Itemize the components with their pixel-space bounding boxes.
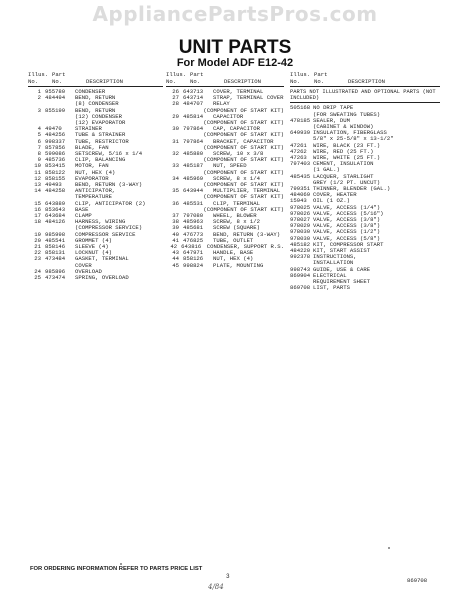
- illus-number: 40: [172, 230, 179, 238]
- part-description: OVERLOAD: [75, 267, 102, 275]
- column-header: [290, 72, 440, 87]
- part-description: HANDLE, BASE: [213, 249, 254, 257]
- part-description: (COMPONENT OF START KIT): [203, 119, 284, 127]
- part-number: 485541: [45, 236, 66, 244]
- part-number: 15943: [290, 197, 307, 205]
- part-number: 643714: [183, 94, 204, 102]
- part-number: 799351: [290, 185, 311, 193]
- illus-number: 22: [34, 249, 41, 257]
- illus-number: 20: [34, 236, 41, 244]
- page-number: 3: [226, 573, 230, 580]
- illus-label: Illus.: [166, 71, 187, 78]
- part-number: 599086: [45, 150, 66, 158]
- part-number: 478185: [290, 116, 311, 124]
- part-description: CLIP, ANTICIPATOR (2): [75, 199, 146, 207]
- parts-column-1: [28, 72, 163, 281]
- part-description: (COMPONENT OF START KIT): [203, 205, 284, 213]
- part-description: CEMENT, INSULATION: [313, 160, 374, 168]
- part-description: (COMPONENT OF START KIT): [203, 106, 284, 114]
- part-number: 484069: [290, 191, 311, 199]
- part-description: SETSCREW, 5/16 x 1/4: [75, 150, 143, 158]
- part-description: TUBE, OUTLET: [213, 236, 254, 244]
- illus-number: 15: [34, 199, 41, 207]
- part-description: (COMPRESSOR SERVICE): [75, 224, 143, 232]
- illus-number: 36: [172, 199, 179, 207]
- part-description: VALVE, ACCESS (3/8"): [313, 222, 381, 230]
- part-description: (FOR SWEATING TUBES): [313, 110, 381, 118]
- part-number: 797403: [290, 160, 311, 168]
- part-description: BEND, RETURN (3-WAY): [213, 230, 281, 238]
- part-number: 853415: [45, 162, 66, 170]
- illus-number: 28: [172, 100, 179, 108]
- part-number: 485969: [183, 174, 204, 182]
- illus-number: 39: [172, 224, 179, 232]
- handwritten-note: 4/84: [208, 583, 224, 591]
- column-header: [28, 72, 163, 87]
- part-description: HARNESS, WIRING: [75, 218, 126, 226]
- illus-label: Illus.: [28, 71, 49, 78]
- part-number: 484256: [45, 131, 66, 139]
- part-description: TEMPERATURE: [75, 193, 112, 201]
- part-description: BRACKET, CAPACITOR: [213, 137, 274, 145]
- illus-number: 17: [34, 212, 41, 220]
- part-description: (CABINET & WINDOW): [313, 123, 374, 131]
- part-description: SLEEVE (4): [75, 243, 109, 251]
- part-number: 485531: [183, 199, 204, 207]
- part-description: BEND, RETURN (3-WAY): [75, 181, 143, 189]
- illus-number: 35: [172, 187, 179, 195]
- part-description: WHEEL, BLOWER: [213, 212, 257, 220]
- part-number: 476773: [183, 230, 204, 238]
- no-label: No.: [166, 77, 177, 85]
- part-number: 485736: [45, 156, 66, 164]
- part-number: 978030: [290, 234, 311, 242]
- part-description: CONDENSER: [75, 88, 106, 95]
- description-label: DESCRIPTION: [86, 77, 123, 85]
- parts-column-2: [166, 72, 284, 269]
- site-watermark: AppliancePartsPros.com: [92, 2, 378, 26]
- part-description: 5/8" x 25-5/8" x 13-1/2": [313, 135, 394, 143]
- parts-list: [290, 105, 440, 291]
- part-number: 505168: [290, 104, 311, 112]
- part-description: KIT, START ASSIST: [313, 247, 371, 255]
- part-number: 858126: [183, 255, 204, 263]
- description-label: DESCRIPTION: [348, 77, 385, 85]
- part-description: (12) CONDENSER: [75, 112, 122, 120]
- part-description: (8) CONDENSER: [75, 100, 119, 108]
- part-description: KIT, COMPRESSOR START: [313, 240, 384, 248]
- part-description: COVER: [75, 261, 92, 269]
- part-number: 978027: [290, 216, 311, 224]
- part-description: CAPACITOR: [213, 112, 244, 120]
- part-description: MULTIPLIER, TERMINAL: [213, 187, 281, 195]
- part-description: (COMPONENT OF START KIT): [203, 131, 284, 139]
- not-illustrated-note: PARTS NOT ILLUSTRATED AND OPTIONAL PARTS (NOT INCLUDED): [290, 89, 440, 103]
- part-number: 869708: [290, 284, 311, 292]
- part-description: CLAMP: [75, 212, 92, 220]
- part-description: CAP, CAPACITOR: [213, 125, 260, 133]
- scan-speck: [120, 563, 122, 565]
- part-description: INSULATION, FIBERGLASS: [313, 129, 387, 137]
- illus-number: 18: [34, 218, 41, 226]
- part-description: SCREW (SQUARE): [213, 224, 260, 232]
- part-description: MOTOR, FAN: [75, 162, 109, 170]
- part-number: 484258: [45, 187, 66, 195]
- part-description: LIST, PARTS: [313, 284, 350, 292]
- part-description: WIRE, BLACK (23 FT.): [313, 141, 381, 149]
- part-number: 485814: [183, 112, 204, 120]
- illus-number: 44: [172, 255, 179, 263]
- part-number: 485187: [183, 162, 204, 170]
- illus-number: 8: [37, 150, 41, 158]
- part-description: COVER, TERMINAL: [213, 88, 264, 95]
- part-number: 485182: [290, 240, 311, 248]
- part-number: 49493: [45, 181, 62, 189]
- part-description: PLATE, MOUNTING: [213, 261, 264, 269]
- part-description: ANTICIPATOR,: [75, 187, 116, 195]
- part-number: 853643: [45, 205, 66, 213]
- no-label: No.: [290, 77, 301, 85]
- part-number: 857856: [45, 143, 66, 151]
- part-description: VALVE, ACCESS (5/16"): [313, 209, 384, 217]
- part-description: NUT, SPEED: [213, 162, 247, 170]
- illus-number: 19: [34, 230, 41, 238]
- illus-number: 26: [172, 88, 179, 95]
- illus-number: 42: [170, 243, 178, 251]
- illus-number: 29: [172, 112, 179, 120]
- part-number: 978029: [290, 222, 311, 230]
- scan-speck: [388, 547, 390, 549]
- illus-number: 21: [34, 243, 41, 251]
- part-description: SCREW, 8 x 1/4: [213, 174, 260, 182]
- part-number: 473474: [45, 274, 66, 282]
- part-number: 643944: [183, 187, 204, 195]
- part-number: 985998: [45, 230, 66, 238]
- illus-number: 2: [37, 94, 41, 102]
- part-label: Part: [190, 71, 204, 78]
- illus-number: 9: [37, 156, 41, 164]
- part-no-label: No.: [52, 77, 63, 85]
- illus-number: 12: [34, 174, 41, 182]
- illus-number: 41: [172, 236, 179, 244]
- parts-list: [166, 89, 284, 269]
- part-description: NUT, HEX (4): [213, 255, 254, 263]
- part-description: CLIP, TERMINAL: [213, 199, 260, 207]
- part-number: 797864: [183, 125, 204, 133]
- part-number: 978026: [290, 209, 311, 217]
- part-number: 649939: [290, 129, 311, 137]
- part-number: 484126: [45, 218, 66, 226]
- list-item: [166, 263, 284, 269]
- part-description: NO DRIP TAPE: [313, 104, 354, 112]
- part-description: GUIDE, USE & CARE: [313, 265, 371, 273]
- model-subtitle: For Model ADF E12-42: [176, 57, 294, 69]
- part-number: 985896: [45, 267, 66, 275]
- part-description: SCREW, 8 x 1/2: [213, 218, 260, 226]
- part-number: 998337: [45, 137, 66, 145]
- illus-number: 30: [172, 125, 179, 133]
- part-number: 998743: [290, 265, 311, 273]
- part-number: 47263: [290, 154, 307, 162]
- list-item: [28, 275, 163, 281]
- part-number: 473484: [45, 255, 66, 263]
- part-description: GASKET, TERMINAL: [75, 255, 129, 263]
- part-description: BASE: [75, 205, 89, 213]
- illus-number: 27: [172, 94, 179, 102]
- part-number: 869904: [290, 271, 311, 279]
- part-description: VALVE, ACCESS (3/8"): [313, 216, 381, 224]
- part-number: 643684: [45, 212, 66, 220]
- illus-number: 32: [172, 150, 179, 158]
- illus-number: 7: [37, 143, 41, 151]
- list-item: [290, 285, 440, 291]
- illus-number: 14: [34, 187, 41, 195]
- ordering-note: FOR ORDERING INFORMATION REFER TO PARTS PRICE LIST: [30, 566, 203, 572]
- illus-number: 1: [37, 88, 41, 95]
- part-number: 858155: [45, 174, 66, 182]
- part-number: 484494: [45, 94, 66, 102]
- part-description: ELECTRICAL: [313, 271, 347, 279]
- illus-number: 33: [172, 162, 179, 170]
- part-description: BEND, RETURN: [75, 106, 116, 114]
- part-number: 858122: [45, 168, 66, 176]
- no-label: No.: [28, 77, 39, 85]
- part-description: COMPRESSOR SERVICE: [75, 230, 136, 238]
- part-description: VALVE, ACCESS (1/2"): [313, 228, 381, 236]
- part-number: 484707: [183, 100, 204, 108]
- part-number: 484220: [290, 247, 311, 255]
- part-number: 855199: [45, 106, 66, 114]
- part-description: TUBE & STRAINER: [75, 131, 126, 139]
- part-description: EVAPORATOR: [75, 174, 109, 182]
- part-number: 47261: [290, 141, 307, 149]
- part-description: STRAINER: [75, 125, 102, 133]
- illus-number: 25: [34, 274, 41, 282]
- part-description: CONDENSER, SUPPORT R.S.: [206, 243, 284, 251]
- part-description: (COMPONENT OF START KIT): [203, 143, 284, 151]
- part-description: OIL (1 OZ.): [313, 197, 350, 205]
- illus-number: 37: [172, 212, 179, 220]
- part-description: (12) EVAPORATOR: [75, 119, 126, 127]
- column-header: [166, 72, 284, 87]
- parts-list: [28, 89, 163, 281]
- parts-column-3: [290, 72, 440, 292]
- illus-number: 24: [34, 267, 41, 275]
- part-description: (1 GAL.): [313, 166, 340, 174]
- illus-number: 16: [34, 205, 41, 213]
- part-description: INSTALLATION: [313, 259, 354, 267]
- part-description: WIRE, RED (25 FT.): [313, 147, 374, 155]
- illus-number: 5: [37, 131, 41, 139]
- part-number: 998824: [183, 261, 204, 269]
- part-no-label: No.: [190, 77, 201, 85]
- part-number: 485880: [183, 150, 204, 158]
- part-description: (COMPONENT OF START KIT): [203, 156, 284, 164]
- part-number: 978025: [290, 203, 311, 211]
- part-label: Part: [314, 71, 328, 78]
- illus-number: 13: [34, 181, 41, 189]
- illus-label: Illus.: [290, 71, 311, 78]
- illus-number: 11: [34, 168, 41, 176]
- part-description: LACQUER, STARLIGHT: [313, 172, 374, 180]
- illus-number: 34: [172, 174, 179, 182]
- part-description: COVER, HEATER: [313, 191, 357, 199]
- part-description: SPRING, OVERLOAD: [75, 274, 129, 282]
- part-description: VALVE, ACCESS (5/8"): [313, 234, 381, 242]
- illus-number: 38: [172, 218, 179, 226]
- part-description: GREY (1/2 PT. UNCUT): [313, 178, 381, 186]
- part-number: 643713: [183, 88, 204, 95]
- part-description: WIRE, WHITE (25 FT.): [313, 154, 381, 162]
- illus-number: 10: [34, 162, 41, 170]
- part-description: VALVE, ACCESS (1/4"): [313, 203, 381, 211]
- illus-number: 43: [172, 249, 179, 257]
- part-description: STRAP, TERMINAL COVER: [213, 94, 284, 102]
- part-description: (COMPONENT OF START KIT): [203, 193, 284, 201]
- part-number: 797864: [183, 137, 204, 145]
- part-description: NUT, HEX (4): [75, 168, 116, 176]
- part-number: 49470: [45, 125, 62, 133]
- part-number: 643889: [45, 199, 66, 207]
- part-number: 992378: [290, 253, 311, 261]
- part-label: Part: [52, 71, 66, 78]
- part-description: GROMMET (4): [75, 236, 112, 244]
- part-description: BLADE, FAN: [75, 143, 109, 151]
- part-description: SCREW, 10 x 3/8: [213, 150, 264, 158]
- illus-number: 31: [172, 137, 179, 145]
- part-description: TUBE, RESTRICTOR: [75, 137, 129, 145]
- part-description: CLIP, BALANCING: [75, 156, 126, 164]
- part-number: 858131: [45, 249, 66, 257]
- part-description: REQUIREMENT SHEET: [313, 278, 371, 286]
- part-number: 955780: [45, 88, 66, 95]
- description-label: DESCRIPTION: [224, 77, 261, 85]
- part-number: 797080: [183, 212, 204, 220]
- part-description: RELAY: [213, 100, 230, 108]
- part-number: 47262: [290, 147, 307, 155]
- illus-number: 3: [37, 106, 41, 114]
- part-no-label: No.: [314, 77, 325, 85]
- part-description: SEALER, DUM: [313, 116, 350, 124]
- part-number: 858146: [45, 243, 66, 251]
- part-description: LOCKNUT (4): [75, 249, 112, 257]
- part-number: 485681: [183, 224, 204, 232]
- part-description: BEND, RETURN: [75, 94, 116, 102]
- part-number: 978030: [290, 228, 311, 236]
- part-number: 485435: [290, 172, 311, 180]
- illus-number: 23: [34, 255, 41, 263]
- part-description: (COMPONENT OF START KIT): [203, 168, 284, 176]
- part-description: THINNER, BLENDER (GAL.): [313, 185, 391, 193]
- page-title: UNIT PARTS: [178, 37, 292, 58]
- part-number: 485963: [183, 218, 204, 226]
- illus-number: 45: [172, 261, 179, 269]
- illus-number: 4: [37, 125, 41, 133]
- part-number: 647971: [183, 249, 204, 257]
- document-number: 869708: [407, 577, 428, 584]
- part-number: 643816: [181, 243, 202, 251]
- illus-number: 6: [37, 137, 41, 145]
- part-description: (COMPONENT OF START KIT): [203, 181, 284, 189]
- part-number: 476825: [183, 236, 204, 244]
- part-description: INSTRUCTIONS,: [313, 253, 357, 261]
